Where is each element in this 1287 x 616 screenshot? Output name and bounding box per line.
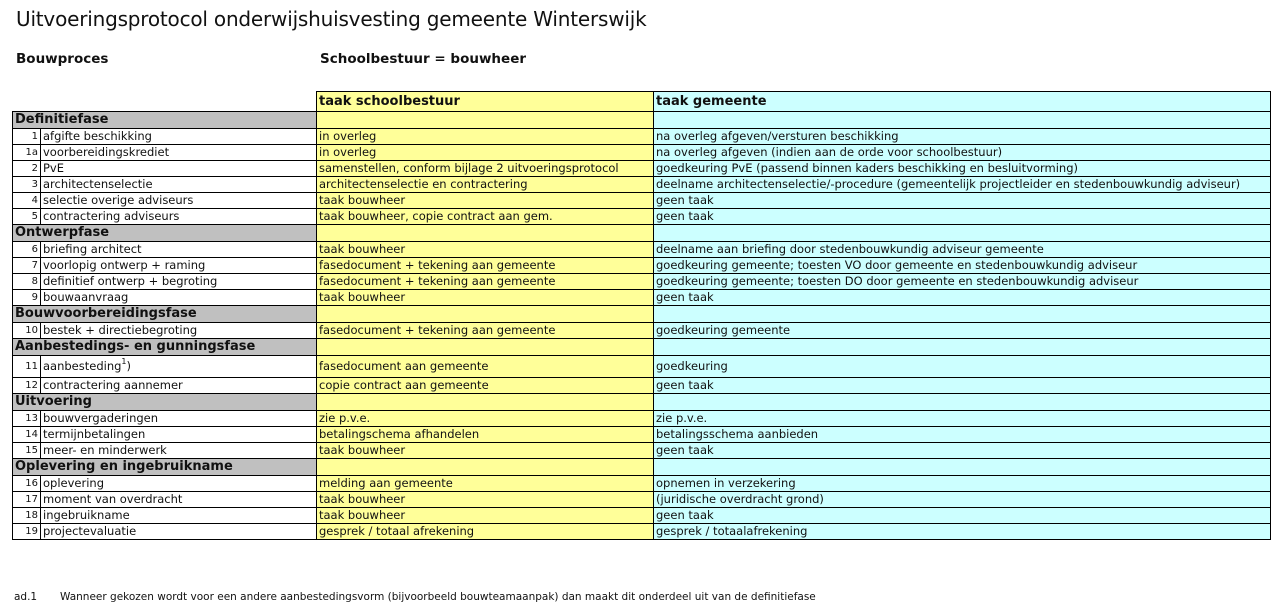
row-description — [41, 145, 317, 161]
table-row — [13, 290, 1271, 306]
row-description — [41, 129, 317, 145]
school-task-cell: samenstellen, conform bijlage 2 uitvoeringsprotocol — [317, 161, 654, 177]
row-description-text: aanbesteding — [43, 359, 122, 373]
school-task-cell: taak bouwheer — [317, 193, 654, 209]
table-row — [13, 177, 1271, 193]
row-description — [41, 177, 317, 193]
gemeente-task-cell: goedkeuring PvE (passend binnen kaders beschikking en besluitvorming) — [654, 161, 1271, 177]
row-number: 10 — [13, 323, 41, 339]
row-description — [41, 323, 317, 339]
phase-title: Oplevering en ingebruikname — [13, 459, 317, 476]
phase-title: Uitvoering — [13, 394, 317, 411]
school-task-cell: betalingschema afhandelen — [317, 427, 654, 443]
gemeente-task-cell: betalingsschema aanbieden — [654, 427, 1271, 443]
row-description — [41, 427, 317, 443]
footnote — [14, 591, 816, 603]
phase-gemeente-cell — [654, 306, 1271, 323]
gemeente-task-cell: goedkeuring gemeente; toesten VO door gemeente en stedenbouwkundig adviseur — [654, 258, 1271, 274]
school-task-cell: fasedocument aan gemeente — [317, 356, 654, 378]
row-number: 9 — [13, 290, 41, 306]
row-description-text: meer- en minderwerk — [43, 443, 167, 457]
row-description — [41, 443, 317, 459]
row-description-text: oplevering — [43, 476, 104, 490]
table-row — [13, 524, 1271, 540]
phase-school-cell — [317, 306, 654, 323]
row-description-text: contractering aannemer — [43, 378, 183, 392]
table-row — [13, 427, 1271, 443]
school-task-cell: copie contract aan gemeente — [317, 378, 654, 394]
row-description — [41, 274, 317, 290]
row-number: 14 — [13, 427, 41, 443]
row-number: 15 — [13, 443, 41, 459]
school-task-cell: in overleg — [317, 145, 654, 161]
school-task-cell: taak bouwheer, copie contract aan gem. — [317, 209, 654, 225]
row-number: 5 — [13, 209, 41, 225]
phase-school-cell — [317, 112, 654, 129]
row-description — [41, 476, 317, 492]
row-description — [41, 258, 317, 274]
table-row — [13, 209, 1271, 225]
gemeente-task-cell: na overleg afgeven (indien aan de orde voor schoolbestuur) — [654, 145, 1271, 161]
gemeente-task-cell: geen taak — [654, 443, 1271, 459]
row-number: 2 — [13, 161, 41, 177]
gemeente-task-cell: opnemen in verzekering — [654, 476, 1271, 492]
row-number: 18 — [13, 508, 41, 524]
table-row — [13, 323, 1271, 339]
gemeente-task-cell: geen taak — [654, 508, 1271, 524]
table-row — [13, 378, 1271, 394]
subtitle-bouwproces: Bouwproces — [16, 51, 109, 67]
row-number: 3 — [13, 177, 41, 193]
row-description-text: projectevaluatie — [43, 524, 137, 538]
gemeente-task-cell: (juridische overdracht grond) — [654, 492, 1271, 508]
table-row — [13, 508, 1271, 524]
row-number: 1 — [13, 129, 41, 145]
subtitle-schoolbestuur: Schoolbestuur = bouwheer — [320, 51, 527, 67]
gemeente-task-cell: geen taak — [654, 209, 1271, 225]
gemeente-task-cell: goedkeuring — [654, 356, 1271, 378]
gemeente-task-cell: geen taak — [654, 193, 1271, 209]
gemeente-task-cell: geen taak — [654, 378, 1271, 394]
school-task-cell: in overleg — [317, 129, 654, 145]
row-number: 12 — [13, 378, 41, 394]
row-description-text: architectenselectie — [43, 177, 153, 191]
school-task-cell: zie p.v.e. — [317, 411, 654, 427]
gemeente-task-cell: na overleg afgeven/versturen beschikking — [654, 129, 1271, 145]
row-number: 17 — [13, 492, 41, 508]
row-description-text: selectie overige adviseurs — [43, 193, 194, 207]
row-number: 16 — [13, 476, 41, 492]
phase-title: Ontwerpfase — [13, 225, 317, 242]
footnote-text: Wanneer gekozen wordt voor een andere aanbestedingsvorm (bijvoorbeeld bouwteamaanpak) dan maakt dit onderdeel uit van de definitiefase — [60, 591, 816, 603]
school-task-cell: architectenselectie en contractering — [317, 177, 654, 193]
row-description — [41, 492, 317, 508]
row-description — [41, 242, 317, 258]
gemeente-task-cell: goedkeuring gemeente; toesten DO door gemeente en stedenbouwkundig adviseur — [654, 274, 1271, 290]
row-description — [41, 378, 317, 394]
table-row — [13, 274, 1271, 290]
phase-row — [13, 339, 1271, 356]
row-description-text: voorlopig ontwerp + raming — [43, 258, 206, 272]
column-header-gemeente: taak gemeente — [654, 92, 1271, 112]
school-task-cell: fasedocument + tekening aan gemeente — [317, 274, 654, 290]
row-number: 13 — [13, 411, 41, 427]
phase-gemeente-cell — [654, 459, 1271, 476]
row-description-text: bestek + directiebegroting — [43, 323, 198, 337]
row-number: 11 — [13, 356, 41, 378]
row-number: 6 — [13, 242, 41, 258]
table-row — [13, 411, 1271, 427]
row-number: 7 — [13, 258, 41, 274]
school-task-cell: fasedocument + tekening aan gemeente — [317, 323, 654, 339]
footnote-ref: ad.1 — [14, 591, 38, 603]
row-description-text: bouwaanvraag — [43, 290, 129, 304]
gemeente-task-cell: geen taak — [654, 290, 1271, 306]
footnote-marker: 1 — [121, 357, 127, 366]
row-description — [41, 209, 317, 225]
row-description — [41, 161, 317, 177]
gemeente-task-cell: deelname architectenselectie/-procedure (gemeentelijk projectleider en stedenbouwkundig adviseur) — [654, 177, 1271, 193]
phase-school-cell — [317, 459, 654, 476]
column-header-row — [13, 92, 1271, 112]
phase-row — [13, 394, 1271, 411]
phase-row — [13, 306, 1271, 323]
phase-row — [13, 225, 1271, 242]
table-row — [13, 356, 1271, 378]
row-number: 19 — [13, 524, 41, 540]
row-description-text: ingebruikname — [43, 508, 130, 522]
table-row — [13, 145, 1271, 161]
school-task-cell: taak bouwheer — [317, 492, 654, 508]
school-task-cell: taak bouwheer — [317, 443, 654, 459]
row-description — [41, 290, 317, 306]
phase-title: Aanbestedings- en gunningsfase — [13, 339, 317, 356]
phase-title: Definitiefase — [13, 112, 317, 129]
gemeente-task-cell: zie p.v.e. — [654, 411, 1271, 427]
row-description-text: termijnbetalingen — [43, 427, 146, 441]
row-description-text: contractering adviseurs — [43, 209, 180, 223]
gemeente-task-cell: gesprek / totaalafrekening — [654, 524, 1271, 540]
row-number: 1a — [13, 145, 41, 161]
table-row — [13, 161, 1271, 177]
table-row — [13, 258, 1271, 274]
row-number: 4 — [13, 193, 41, 209]
school-task-cell: taak bouwheer — [317, 290, 654, 306]
protocol-table — [12, 91, 1271, 540]
phase-school-cell — [317, 394, 654, 411]
row-description — [41, 508, 317, 524]
phase-gemeente-cell — [654, 394, 1271, 411]
phase-row — [13, 459, 1271, 476]
gemeente-task-cell: goedkeuring gemeente — [654, 323, 1271, 339]
row-description-text: voorbereidingskrediet — [43, 145, 170, 159]
table-row — [13, 476, 1271, 492]
phase-school-cell — [317, 225, 654, 242]
school-task-cell: taak bouwheer — [317, 242, 654, 258]
row-description — [41, 193, 317, 209]
table-row — [13, 129, 1271, 145]
row-description — [41, 411, 317, 427]
row-description — [41, 356, 317, 378]
document-title: Uitvoeringsprotocol onderwijshuisvesting gemeente Winterswijk — [16, 7, 647, 31]
table-row — [13, 242, 1271, 258]
footnote-marker-paren: ) — [126, 359, 132, 373]
row-description-text: briefing architect — [43, 242, 142, 256]
row-number: 8 — [13, 274, 41, 290]
phase-row — [13, 112, 1271, 129]
column-header-school: taak schoolbestuur — [317, 92, 654, 112]
phase-gemeente-cell — [654, 112, 1271, 129]
row-description — [41, 524, 317, 540]
gemeente-task-cell: deelname aan briefing door stedenbouwkundig adviseur gemeente — [654, 242, 1271, 258]
phase-gemeente-cell — [654, 339, 1271, 356]
row-description-text: bouwvergaderingen — [43, 411, 159, 425]
table-row — [13, 193, 1271, 209]
phase-school-cell — [317, 339, 654, 356]
table-row — [13, 492, 1271, 508]
phase-gemeente-cell — [654, 225, 1271, 242]
school-task-cell: fasedocument + tekening aan gemeente — [317, 258, 654, 274]
school-task-cell: taak bouwheer — [317, 508, 654, 524]
school-task-cell: melding aan gemeente — [317, 476, 654, 492]
row-description-text: afgifte beschikking — [43, 129, 152, 143]
table-row — [13, 443, 1271, 459]
phase-title: Bouwvoorbereidingsfase — [13, 306, 317, 323]
row-description-text: PvE — [43, 161, 65, 175]
row-description-text: definitief ontwerp + begroting — [43, 274, 218, 288]
school-task-cell: gesprek / totaal afrekening — [317, 524, 654, 540]
row-description-text: moment van overdracht — [43, 492, 183, 506]
